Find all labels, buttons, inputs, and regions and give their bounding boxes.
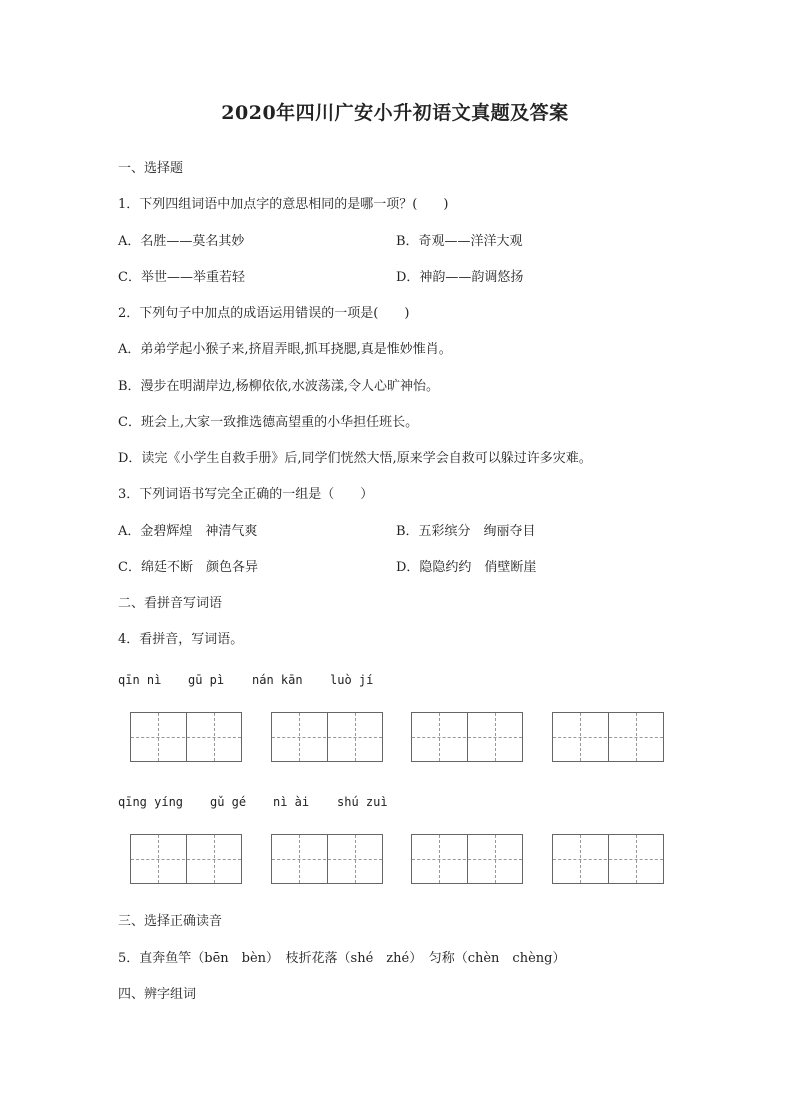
section-heading-word-building: 四、辨字组词	[118, 987, 197, 1002]
pinyin-label: qīn nì	[118, 673, 162, 687]
question-3-stem: 3．下列词语书写完全正确的一组是（ ）	[118, 487, 374, 502]
question-3-option-a: A．金碧辉煌 神清气爽	[118, 524, 258, 539]
question-3-option-d: D．隐隐约约 俏壁断崖	[396, 560, 537, 575]
writing-box[interactable]	[130, 712, 242, 762]
writing-box[interactable]	[411, 712, 523, 762]
writing-box[interactable]	[271, 712, 383, 762]
writing-grid-row-1	[0, 712, 790, 764]
pinyin-label: nán kān	[252, 673, 303, 687]
question-4-stem: 4．看拼音，写词语。	[118, 632, 244, 647]
section-heading-pinyin: 二、看拼音写词语	[118, 596, 223, 611]
question-2-option-c: C．班会上,大家一致推选德高望重的小华担任班长。	[118, 415, 419, 430]
writing-grid-row-2	[0, 834, 790, 886]
writing-box[interactable]	[552, 712, 664, 762]
pinyin-label: qīng yíng	[118, 795, 184, 809]
question-2-stem: 2．下列句子中加点的成语运用错误的一项是( )	[118, 306, 410, 321]
pinyin-label: gū pì	[188, 673, 225, 687]
question-1-option-d: D．神韵——韵调悠扬	[396, 270, 524, 285]
section-heading-choice: 一、选择题	[118, 161, 184, 176]
question-3-option-c: C．绵廷不断 颜色各异	[118, 560, 258, 575]
question-1-option-b: B．奇观——洋洋大观	[396, 234, 523, 249]
pinyin-label: shú zuì	[337, 795, 388, 809]
section-heading-pronunciation: 三、选择正确读音	[118, 914, 223, 929]
question-1-option-c: C．举世——举重若轻	[118, 270, 245, 285]
question-1-option-a: A．名胜——莫名其妙	[118, 234, 245, 249]
question-3-option-b: B．五彩缤分 绚丽夺目	[396, 524, 536, 539]
writing-box[interactable]	[271, 834, 383, 884]
pinyin-label: nì ài	[273, 795, 310, 809]
question-2-option-a: A．弟弟学起小猴子来,挤眉弄眼,抓耳挠腮,真是惟妙惟肖。	[118, 342, 452, 357]
document-title: 2020年四川广安小升初语文真题及答案	[221, 102, 569, 124]
question-2-option-b: B．漫步在明湖岸边,杨柳依依,水波荡漾,令人心旷神怡。	[118, 379, 439, 394]
question-5-text: 5．直奔鱼竿（bēn bèn） 枝折花落（shé zhé） 匀称（chèn chèng）	[118, 951, 566, 966]
writing-box[interactable]	[411, 834, 523, 884]
writing-box[interactable]	[130, 834, 242, 884]
pinyin-label: luò jí	[330, 673, 374, 687]
writing-box[interactable]	[552, 834, 664, 884]
pinyin-label: gǔ gé	[210, 795, 247, 809]
question-2-option-d: D．读完《小学生自救手册》后,同学们恍然大悟,原来学会自救可以躲过许多灾难。	[118, 451, 592, 466]
question-1-stem: 1．下列四组词语中加点字的意思相同的是哪一项？( )	[118, 197, 449, 212]
